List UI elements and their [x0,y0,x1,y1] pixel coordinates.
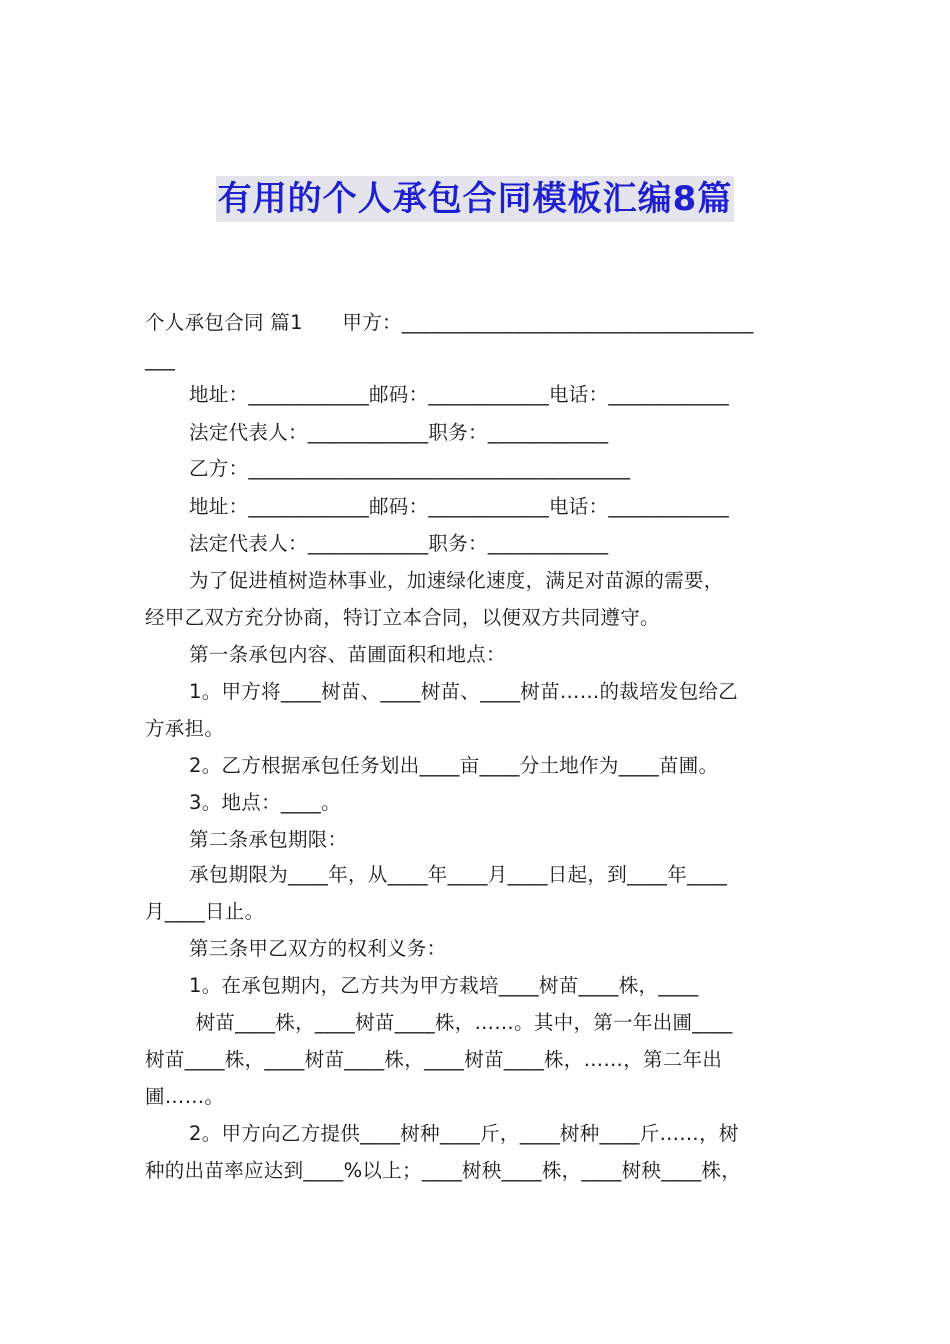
text-line: 种的出苗率应达到____%以上；____树秧____株，____树秧____株， [145,1159,742,1182]
text-line: 承包期限为____年，从____年____月____日起，到____年____ [189,863,728,886]
text-line: 为了促进植树造林事业，加速绿化速度，满足对苗源的需要， [189,569,724,592]
text-line: 乙方：______________________________________ [189,457,631,480]
text-line: 3。地点：____。 [189,791,341,814]
text-line: 树苗____株，____树苗____株，____树苗____株，……，第二年出 [145,1048,723,1071]
text-line: 圃……。 [145,1085,225,1108]
text-line: 2。乙方根据承包任务划出____亩____分土地作为____苗圃。 [189,754,719,777]
text-line: 树苗____株，____树苗____株，……。其中，第一年出圃____ [189,1011,733,1034]
text-line: ___ [145,348,176,371]
text-line: 第三条甲乙双方的权利义务： [189,937,447,960]
text-line: 2。甲方向乙方提供____树种____斤，____树种____斤……，树 [189,1122,739,1145]
text-line: 个人承包合同 篇1 甲方：___________________________________ [145,311,754,334]
text-line: 地址：____________邮码：____________电话：____________ [189,383,729,406]
text-line: 地址：____________邮码：____________电话：____________ [189,495,729,518]
text-line: 1。在承包期内，乙方共为甲方栽培____树苗____株，____ [189,974,699,997]
text-line: 法定代表人：____________职务：____________ [189,421,609,444]
text-line: 第一条承包内容、苗圃面积和地点： [189,643,506,666]
text-line: 经甲乙双方充分协商，特订立本合同，以便双方共同遵守。 [145,606,660,629]
text-line: 月____日止。 [145,900,265,923]
document-title: 有用的个人承包合同模板汇编8篇 [216,176,735,222]
text-line: 第二条承包期限： [189,828,348,851]
text-line: 1。甲方将____树苗、____树苗、____树苗……的裁培发包给乙 [189,680,739,703]
text-line: 法定代表人：____________职务：____________ [189,532,609,555]
text-line: 方承担。 [145,717,225,740]
title-container [0,176,950,222]
